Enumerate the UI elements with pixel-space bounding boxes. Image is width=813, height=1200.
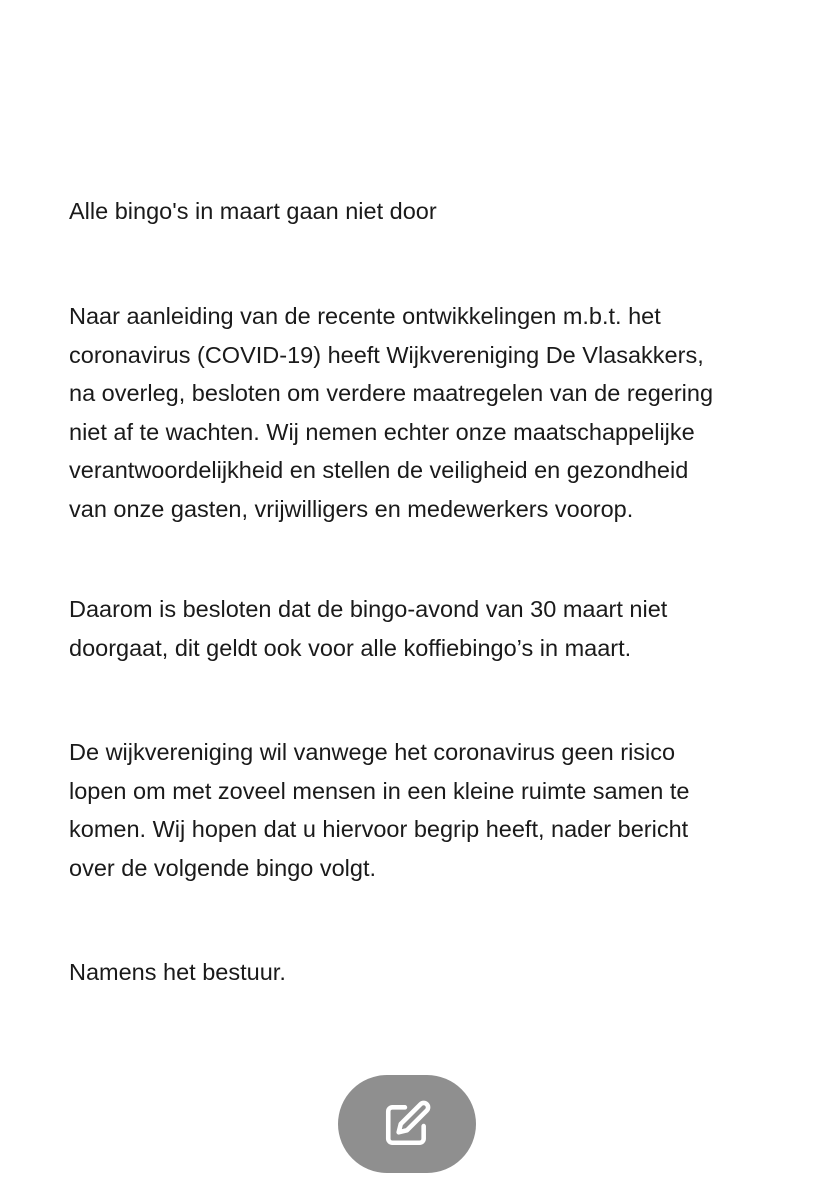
paragraph-1: Naar aanleiding van de recente ontwikkelingen m.b.t. het coronavirus (COVID-19) heeft Wijkvereniging De Vlasakkers, na overleg, besloten om verdere maatregelen van de regering niet af te wachten. Wij nemen echter onze maatschappelijke verantwoordelijkheid en stellen de veiligheid en gezondheid van onze gasten, vrijwilligers en medewerkers voorop. xyxy=(69,303,714,522)
edit-icon xyxy=(382,1099,432,1149)
document-title: Alle bingo's in maart gaan niet door xyxy=(69,198,437,224)
edit-button[interactable] xyxy=(338,1075,476,1173)
signature: Namens het bestuur. xyxy=(69,959,286,985)
paragraph-2: Daarom is besloten dat de bingo-avond van 30 maart niet doorgaat, dit geldt ook voor alle koffiebingo’s in maart. xyxy=(69,596,668,661)
paragraph-3: De wijkvereniging wil vanwege het coronavirus geen risico lopen om met zoveel mensen in een kleine ruimte samen te komen. Wij hopen dat u hiervoor begrip heeft, nader bericht over de volgende bingo volgt. xyxy=(69,739,690,881)
